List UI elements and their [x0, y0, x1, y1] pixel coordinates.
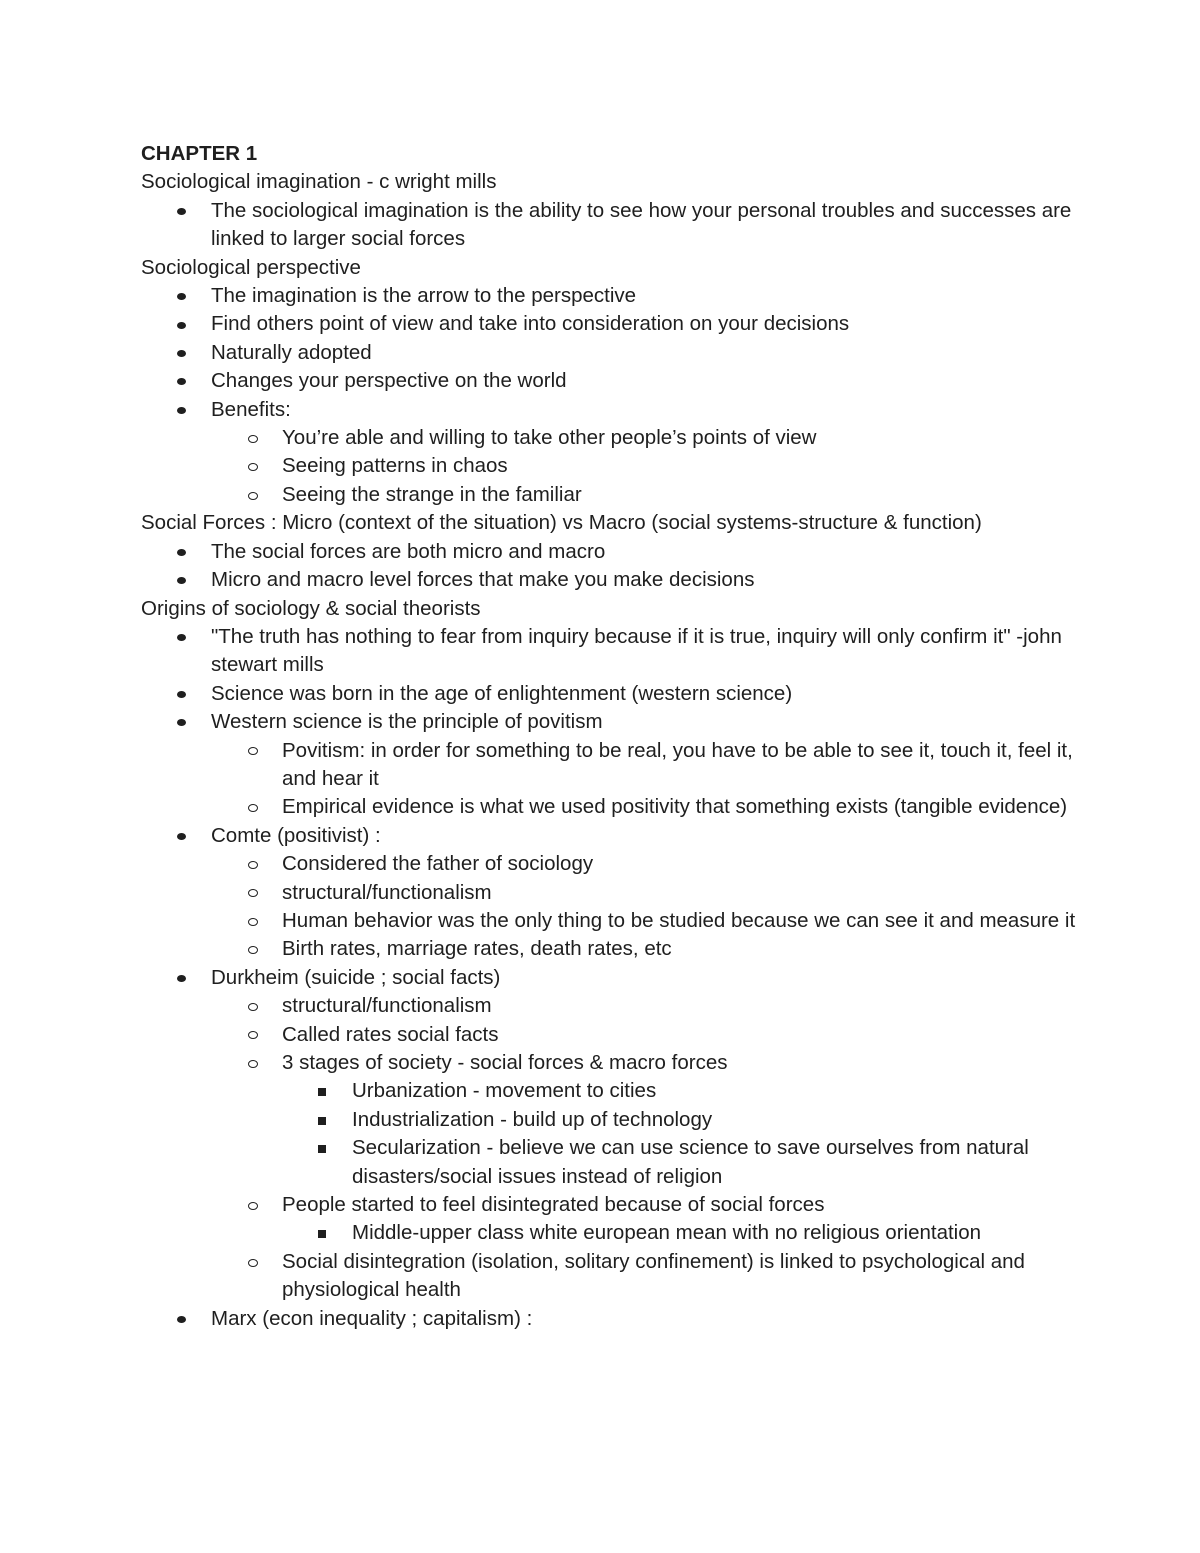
filled-bullet-icon: [177, 623, 186, 651]
list-item: [141, 935, 1081, 963]
line-text: structural/functionalism: [282, 994, 492, 1018]
filled-bullet-icon: [177, 680, 186, 708]
list-item: [141, 1134, 1081, 1191]
line-text: Empirical evidence is what we used positivity that something exists (tangible evidence): [282, 795, 1068, 819]
line-text: Called rates social facts: [282, 1022, 499, 1046]
line-text: Micro and macro level forces that make you make decisions: [211, 568, 755, 592]
filled-bullet-icon: [177, 310, 186, 338]
list-item: [141, 1219, 1081, 1247]
filled-bullet-icon: [177, 367, 186, 395]
line-text: Marx (econ inequality ; capitalism) :: [211, 1306, 533, 1330]
hollow-bullet-icon: [248, 935, 258, 963]
line-text: Social disintegration (isolation, solitary confinement) is linked to psychological and physiological health: [282, 1249, 1025, 1302]
square-bullet-icon: [318, 1219, 326, 1247]
hollow-bullet-icon: [248, 1021, 258, 1049]
hollow-bullet-icon: [248, 992, 258, 1020]
list-item: [141, 339, 1081, 367]
line-text: Secularization - believe we can use science to save ourselves from natural disasters/social issues instead of religion: [352, 1136, 1029, 1188]
list-item: [141, 396, 1081, 424]
line-text: Comte (positivist) :: [211, 823, 381, 847]
list-item: [141, 197, 1081, 254]
list-item: [141, 850, 1081, 878]
section-heading: [141, 254, 1081, 282]
hollow-bullet-icon: [248, 879, 258, 907]
hollow-bullet-icon: [248, 1191, 258, 1219]
hollow-bullet-icon: [248, 1248, 258, 1276]
list-item: [141, 680, 1081, 708]
list-item: [141, 708, 1081, 736]
list-item: [141, 992, 1081, 1020]
line-text: You’re able and willing to take other people’s points of view: [282, 426, 817, 450]
list-item: [141, 1248, 1081, 1305]
line-text: Western science is the principle of povitism: [211, 710, 603, 734]
list-item: [141, 1049, 1081, 1077]
section-heading: [141, 509, 1081, 537]
filled-bullet-icon: [177, 396, 186, 424]
line-text: "The truth has nothing to fear from inquiry because if it is true, inquiry will only confirm it" -john stewart mills: [211, 624, 1062, 677]
line-text: Middle-upper class white european mean with no religious orientation: [352, 1221, 982, 1245]
list-item: [141, 879, 1081, 907]
filled-bullet-icon: [177, 282, 186, 310]
square-bullet-icon: [318, 1106, 326, 1134]
line-text: Find others point of view and take into consideration on your decisions: [211, 312, 850, 336]
list-item: [141, 737, 1081, 794]
list-item: [141, 1021, 1081, 1049]
list-item: [141, 793, 1081, 821]
line-text: Changes your perspective on the world: [211, 369, 567, 393]
line-text: People started to feel disintegrated because of social forces: [282, 1193, 825, 1217]
list-item: [141, 822, 1081, 850]
line-text: Origins of sociology & social theorists: [141, 596, 481, 620]
filled-bullet-icon: [177, 538, 186, 566]
list-item: [141, 1305, 1081, 1333]
hollow-bullet-icon: [248, 850, 258, 878]
filled-bullet-icon: [177, 822, 186, 850]
square-bullet-icon: [318, 1134, 326, 1162]
line-text: Birth rates, marriage rates, death rates, etc: [282, 937, 672, 961]
list-item: [141, 566, 1081, 594]
line-text: Seeing patterns in chaos: [282, 454, 508, 478]
hollow-bullet-icon: [248, 452, 258, 480]
square-bullet-icon: [318, 1077, 326, 1105]
line-text: Seeing the strange in the familiar: [282, 482, 582, 506]
hollow-bullet-icon: [248, 737, 258, 765]
list-item: [141, 1191, 1081, 1219]
section-heading: [141, 168, 1081, 196]
list-item: [141, 1106, 1081, 1134]
line-text: Durkheim (suicide ; social facts): [211, 965, 501, 989]
notes-list: [141, 168, 1081, 1333]
list-item: [141, 452, 1081, 480]
line-text: The social forces are both micro and macro: [211, 539, 606, 563]
list-item: [141, 538, 1081, 566]
line-text: Considered the father of sociology: [282, 852, 594, 876]
line-text: Human behavior was the only thing to be studied because we can see it and measure it: [282, 908, 1076, 932]
line-text: Benefits:: [211, 397, 291, 421]
hollow-bullet-icon: [248, 481, 258, 509]
filled-bullet-icon: [177, 339, 186, 367]
line-text: Science was born in the age of enlightenment (western science): [211, 681, 793, 705]
list-item: [141, 282, 1081, 310]
notes-content: [141, 140, 1081, 1333]
line-text: Sociological imagination - c wright mills: [141, 170, 497, 194]
list-item: [141, 1077, 1081, 1105]
line-text: structural/functionalism: [282, 880, 492, 904]
list-item: [141, 623, 1081, 680]
line-text: Industrialization - build up of technology: [352, 1107, 713, 1131]
list-item: [141, 907, 1081, 935]
filled-bullet-icon: [177, 1305, 186, 1333]
line-text: Urbanization - movement to cities: [352, 1079, 657, 1103]
list-item: [141, 964, 1081, 992]
list-item: [141, 424, 1081, 452]
hollow-bullet-icon: [248, 1049, 258, 1077]
filled-bullet-icon: [177, 197, 186, 225]
line-text: Naturally adopted: [211, 340, 372, 364]
filled-bullet-icon: [177, 964, 186, 992]
chapter-title: CHAPTER 1: [141, 142, 258, 165]
hollow-bullet-icon: [248, 793, 258, 821]
section-heading: [141, 595, 1081, 623]
list-item: [141, 310, 1081, 338]
line-text: 3 stages of society - social forces & macro forces: [282, 1051, 728, 1074]
filled-bullet-icon: [177, 708, 186, 736]
list-item: [141, 367, 1081, 395]
filled-bullet-icon: [177, 566, 186, 594]
hollow-bullet-icon: [248, 424, 258, 452]
list-item: [141, 481, 1081, 509]
line-text: Social Forces : Micro (context of the situation) vs Macro (social systems-structure & function): [141, 511, 982, 535]
hollow-bullet-icon: [248, 907, 258, 935]
line-text: The imagination is the arrow to the perspective: [211, 284, 637, 308]
line-text: Povitism: in order for something to be real, you have to be able to see it, touch it, feel it, and hear it: [282, 738, 1073, 790]
line-text: The sociological imagination is the ability to see how your personal troubles and successes are linked to larger social forces: [211, 198, 1072, 251]
line-text: Sociological perspective: [141, 255, 361, 279]
